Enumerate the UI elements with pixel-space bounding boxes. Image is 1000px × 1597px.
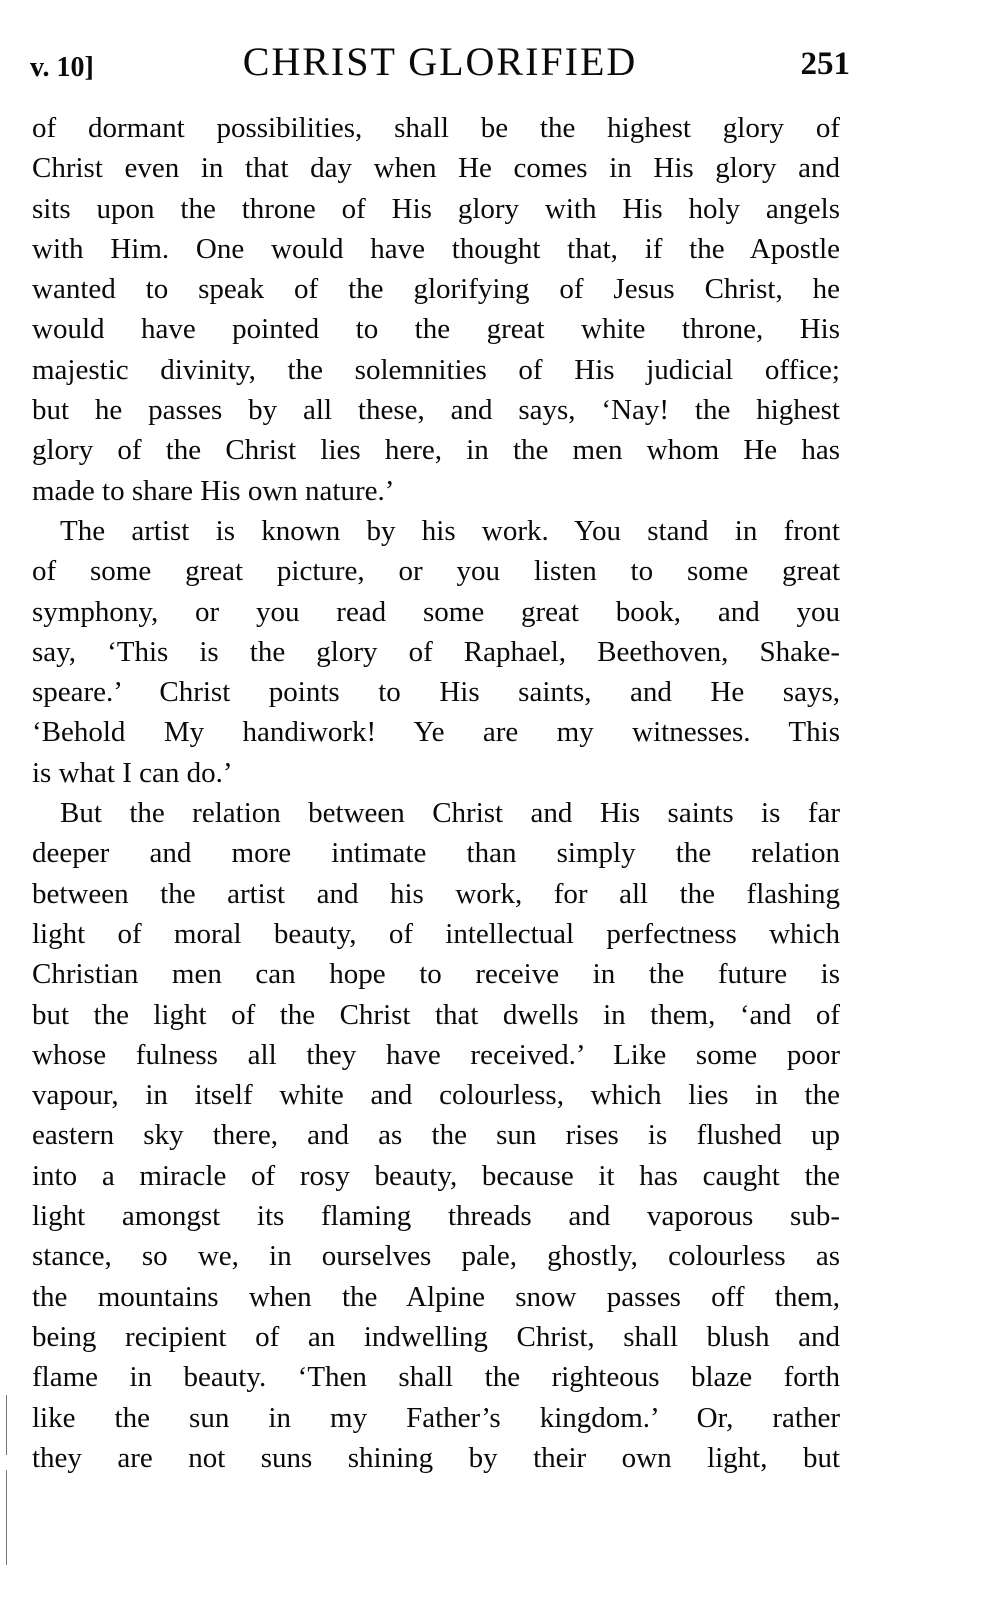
page-title: CHRIST GLORIFIED bbox=[242, 39, 638, 84]
verse-reference: v. 10] bbox=[30, 52, 94, 83]
scan-margin-mark bbox=[6, 1470, 7, 1565]
text-line: deeper and more intimate than simply the relation bbox=[32, 837, 840, 870]
text-line: say, ‘This is the glory of Raphael, Beethoven, Shake- bbox=[32, 635, 840, 668]
text-line: whose fulness all they have received.’ Like some poor bbox=[32, 1038, 840, 1071]
scan-margin-mark bbox=[6, 1395, 7, 1455]
paragraph-first-line: But the relation between Christ and His saints is far bbox=[60, 797, 840, 830]
text-line: but the light of the Christ that dwells in them, ‘and of bbox=[32, 998, 840, 1031]
text-line: eastern sky there, and as the sun rises is flushed up bbox=[32, 1119, 840, 1152]
text-line: with Him. One would have thought that, if the Apostle bbox=[32, 232, 840, 265]
text-line: is what I can do.’ bbox=[32, 756, 233, 789]
text-line: being recipient of an indwelling Christ, shall blush and bbox=[32, 1320, 840, 1353]
text-line: like the sun in my Father’s kingdom.’ Or, rather bbox=[32, 1401, 840, 1434]
text-line: light of moral beauty, of intellectual perfectness which bbox=[32, 917, 840, 950]
text-line: stance, so we, in ourselves pale, ghostly, colourless as bbox=[32, 1240, 840, 1273]
text-line: would have pointed to the great white throne, His bbox=[32, 313, 840, 346]
text-line: flame in beauty. ‘Then shall the righteous blaze forth bbox=[32, 1361, 840, 1394]
text-line: glory of the Christ lies here, in the men whom He has bbox=[32, 434, 840, 467]
text-line: symphony, or you read some great book, and you bbox=[32, 595, 840, 628]
text-line: sits upon the throne of His glory with His holy angels bbox=[32, 192, 840, 225]
text-line: into a miracle of rosy beauty, because it has caught the bbox=[32, 1159, 840, 1192]
text-line: of some great picture, or you listen to some great bbox=[32, 555, 840, 588]
text-line: they are not suns shining by their own light, but bbox=[32, 1441, 840, 1474]
text-line: of dormant possibilities, shall be the highest glory of bbox=[32, 112, 840, 144]
text-line: light amongst its flaming threads and vaporous sub- bbox=[32, 1200, 840, 1233]
text-line: Christ even in that day when He comes in His glory and bbox=[32, 152, 840, 185]
text-line: ‘Behold My handiwork! Ye are my witnesses. This bbox=[32, 716, 840, 749]
text-line: between the artist and his work, for all the flashing bbox=[32, 877, 840, 910]
text-line: Christian men can hope to receive in the future is bbox=[32, 958, 840, 991]
text-line: but he passes by all these, and says, ‘Nay! the highest bbox=[32, 394, 840, 427]
paragraph-first-line: The artist is known by his work. You stand in front bbox=[60, 514, 840, 547]
running-header bbox=[30, 38, 850, 86]
text-line: made to share His own nature.’ bbox=[32, 474, 395, 507]
text-line: the mountains when the Alpine snow passes off them, bbox=[32, 1280, 840, 1313]
text-line: wanted to speak of the glorifying of Jesus Christ, he bbox=[32, 273, 840, 306]
text-line: speare.’ Christ points to His saints, and He says, bbox=[32, 676, 840, 709]
text-line: vapour, in itself white and colourless, which lies in the bbox=[32, 1079, 840, 1112]
page-number: 251 bbox=[800, 46, 850, 82]
text-line: majestic divinity, the solemnities of His judicial office; bbox=[32, 353, 840, 386]
body-text bbox=[32, 108, 840, 1478]
